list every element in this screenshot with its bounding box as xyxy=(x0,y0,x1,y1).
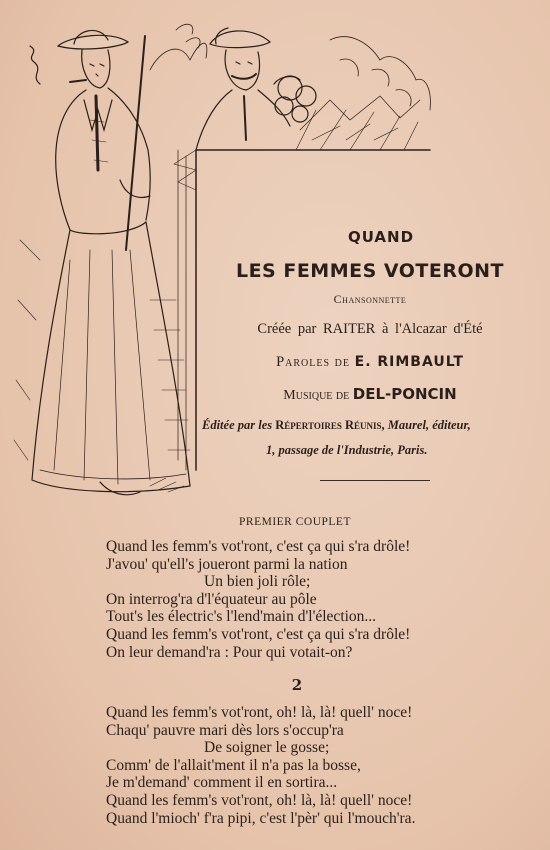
title-quand: QUAND xyxy=(347,228,415,246)
created-by-line: Créée par RAITER à l'Alcazar d'Été xyxy=(257,321,483,337)
couplet-1-verse xyxy=(106,538,410,661)
couplet-2-verse xyxy=(106,704,415,827)
title-block xyxy=(200,228,540,481)
publisher-address: 1, passage de l'Industrie, Paris. xyxy=(266,443,428,457)
verse-line: Je m'demand' comment il en sortira... xyxy=(106,774,338,792)
couplet-2-number: 2 xyxy=(291,676,303,694)
verse-line: Quand l'mioch' f'ra pipi, c'est l'pèr' qui l'mouch'ra. xyxy=(106,809,416,827)
song-title: LES FEMMES VOTERONT xyxy=(235,260,505,282)
verse-line: Quand les femm's vot'ront, oh! là, là! quell' noce! xyxy=(106,791,413,809)
music-author: DEL-PONCIN xyxy=(352,385,457,403)
music-credit xyxy=(200,385,540,404)
verse-line: De soigner le gosse; xyxy=(204,739,330,757)
lyrics-author: E. RIMBAULT xyxy=(354,354,464,370)
verse-line: Comm' de l'allait'ment il n'a pas la bosse, xyxy=(106,756,361,774)
divider-rule xyxy=(320,480,430,481)
couplet-1-heading: PREMIER COUPLET xyxy=(239,516,351,528)
verse-line: On leur demand'ra : Pour qui votait-on? xyxy=(106,643,353,661)
verse-line: Quand les femm's vot'ront, oh! là, là! quell' noce! xyxy=(106,704,413,721)
publisher-prefix: Éditée par xyxy=(202,418,256,432)
publisher-line xyxy=(202,418,540,433)
verse-line: Quand les femm's vot'ront, c'est ça qui s'ra drôle! xyxy=(106,625,411,643)
verse-line: Chaqu' pauvre mari dès lors s'occup'ra xyxy=(106,721,344,739)
verse-line: On interrog'ra d'l'équateur au pôle xyxy=(106,590,317,608)
verse-line: Un bien joli rôle; xyxy=(204,573,311,591)
verse-line: Quand les femm's vot'ront, c'est ça qui s'ra drôle! xyxy=(106,538,411,555)
publisher-name: Maurel, éditeur, xyxy=(387,418,471,432)
verse-line: J'avou' qu'ell's joueront parmi la nation xyxy=(106,555,348,573)
lyrics-credit xyxy=(200,354,540,371)
publisher-les: les xyxy=(258,418,273,432)
verse-line: Tout's les électric's l'lend'main d'l'élection... xyxy=(106,608,377,626)
lyrics-prefix: Paroles de xyxy=(276,354,350,370)
publisher-repertoires: Répertoires Réunis, xyxy=(275,418,385,432)
music-prefix: Musique de xyxy=(283,388,350,403)
song-genre: Chansonnette xyxy=(333,292,407,306)
